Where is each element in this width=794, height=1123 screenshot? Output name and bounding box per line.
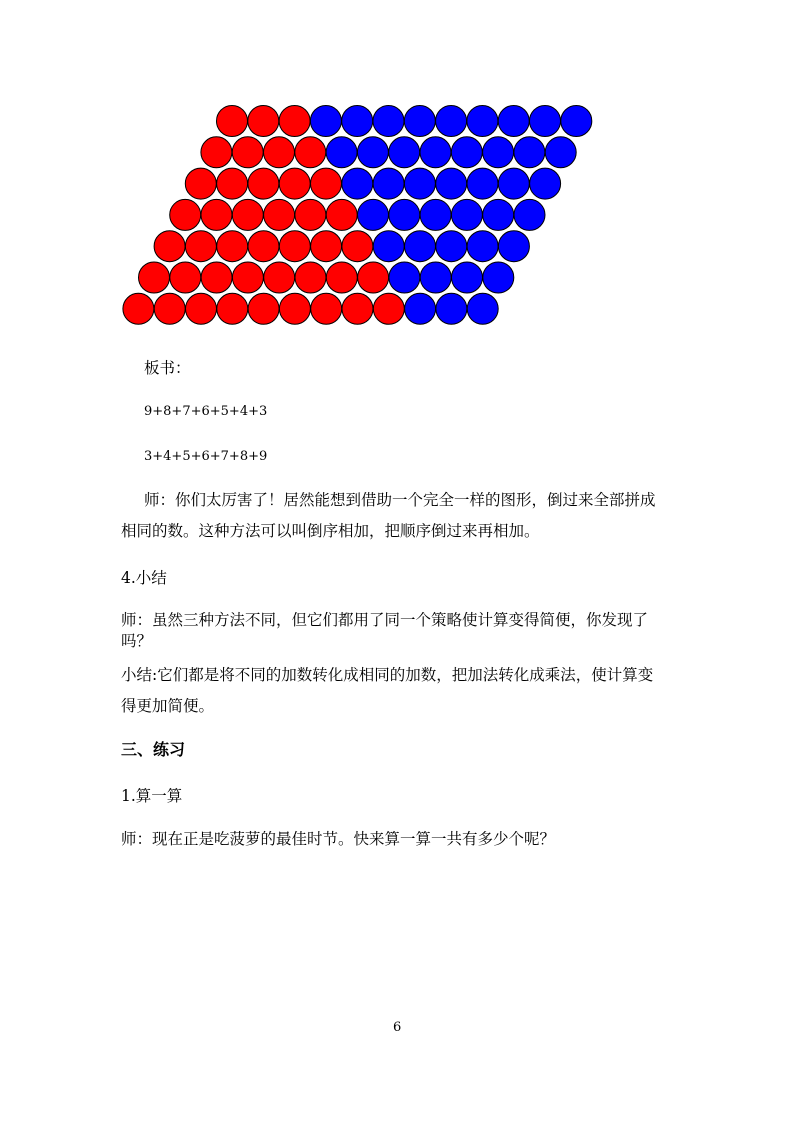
blue-dot [514, 137, 545, 168]
red-dot [342, 231, 373, 262]
red-dot [264, 262, 295, 293]
red-dot [279, 168, 310, 199]
red-dot [248, 168, 279, 199]
blue-dot [420, 199, 451, 230]
red-dot [342, 293, 373, 324]
blue-dot [389, 262, 420, 293]
teacher-question-line-2: 吗？ [121, 632, 153, 650]
blue-dot [498, 106, 529, 137]
blue-dot [530, 168, 561, 199]
red-dot [295, 199, 326, 230]
blue-dot [404, 168, 435, 199]
blue-dot [420, 137, 451, 168]
red-dot [264, 199, 295, 230]
red-dot [295, 137, 326, 168]
summary-line-1: 小结:它们都是将不同的加数转化成相同的加数，把加法转化成乘法，使计算变 [121, 666, 654, 684]
red-dot [279, 231, 310, 262]
section-heading-summary: 4.小结 [121, 569, 167, 587]
blue-dot [483, 199, 514, 230]
red-dot [358, 262, 389, 293]
blue-dot [420, 262, 451, 293]
red-dot [186, 293, 217, 324]
blue-dot [530, 106, 561, 137]
section-heading-practice: 三、练习 [121, 740, 186, 759]
red-dot [248, 106, 279, 137]
teacher-remark-line-1: 师：你们太厉害了！居然能想到借助一个完全一样的图形，倒过来全部拼成 [144, 491, 656, 509]
red-dot [201, 262, 232, 293]
blue-dot [452, 262, 483, 293]
summary-line-2: 得更加简便。 [121, 697, 215, 715]
teacher-question-line-1: 师：虽然三种方法不同，但它们都用了同一个策略使计算变得简便，你发现了 [121, 611, 649, 629]
blue-dot [451, 137, 482, 168]
blue-dot [451, 199, 482, 230]
red-dot [311, 293, 342, 324]
equation-descending: 9+8+7+6+5+4+3 [144, 404, 268, 419]
blue-dot [483, 137, 514, 168]
red-dot [232, 199, 263, 230]
red-dot [201, 199, 232, 230]
blue-dot [389, 137, 420, 168]
blue-dot [467, 293, 498, 324]
blue-dot [467, 231, 498, 262]
blue-dot [404, 106, 435, 137]
blue-dot [545, 137, 576, 168]
blue-dot [326, 137, 357, 168]
red-dot [264, 137, 295, 168]
red-dot [154, 231, 185, 262]
red-dot [232, 262, 263, 293]
blue-dot [436, 106, 467, 137]
red-dot [217, 168, 248, 199]
blue-dot [373, 106, 404, 137]
red-dot [217, 231, 248, 262]
red-dot [326, 199, 357, 230]
blue-dot [498, 168, 529, 199]
blue-dot [483, 262, 514, 293]
red-dot [279, 293, 310, 324]
blue-dot [373, 168, 404, 199]
red-dot [185, 168, 216, 199]
red-dot [248, 231, 279, 262]
red-dot [279, 106, 310, 137]
blue-dot [405, 293, 436, 324]
red-dot [139, 262, 170, 293]
red-dot [123, 293, 154, 324]
blue-dot [342, 168, 373, 199]
red-dot [154, 293, 185, 324]
subsection-heading: 1.算一算 [121, 787, 183, 805]
blue-dot [498, 231, 529, 262]
blue-dot [436, 231, 467, 262]
teacher-remark-line-2: 相同的数。这种方法可以叫倒序相加，把顺序倒过来再相加。 [121, 522, 540, 540]
blue-dot [467, 106, 498, 137]
blue-dot [342, 106, 373, 137]
blue-dot [310, 106, 341, 137]
red-dot [217, 293, 248, 324]
page-number: 6 [393, 1020, 402, 1035]
blue-dot [436, 168, 467, 199]
blue-dot [405, 231, 436, 262]
teacher-prompt: 师：现在正是吃菠萝的最佳时节。快来算一算一共有多少个呢？ [121, 830, 556, 848]
red-dot [295, 262, 326, 293]
red-dot [201, 137, 232, 168]
equation-ascending: 3+4+5+6+7+8+9 [144, 449, 268, 464]
red-dot [232, 137, 263, 168]
blue-dot [357, 137, 388, 168]
red-dot [170, 262, 201, 293]
red-dot [311, 168, 342, 199]
blue-dot [514, 199, 545, 230]
red-dot [170, 199, 201, 230]
blue-dot [561, 106, 592, 137]
red-dot [248, 293, 279, 324]
red-dot [311, 231, 342, 262]
red-dot [373, 293, 404, 324]
blue-dot [358, 199, 389, 230]
blue-dot [467, 168, 498, 199]
red-dot [217, 106, 248, 137]
red-dot [326, 262, 357, 293]
blue-dot [389, 199, 420, 230]
blue-dot [373, 231, 404, 262]
blue-dot [436, 293, 467, 324]
board-label: 板书： [144, 359, 191, 377]
dot-parallelogram-figure [0, 0, 794, 340]
red-dot [185, 231, 216, 262]
